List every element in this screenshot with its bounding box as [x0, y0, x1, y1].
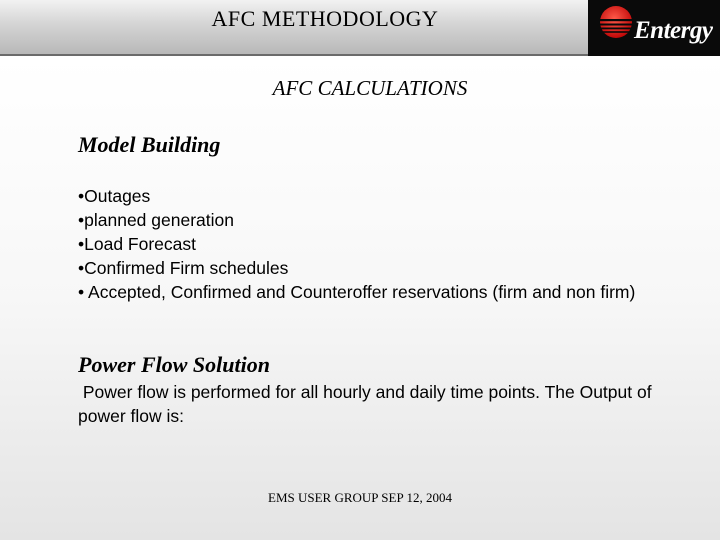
slide-title: AFC CALCULATIONS: [272, 76, 468, 100]
section-heading-power-flow: Power Flow Solution: [78, 352, 270, 377]
bullet-item: •Load Forecast: [78, 234, 196, 254]
header-bar: [0, 0, 720, 56]
header-title: AFC METHODOLOGY: [211, 6, 439, 31]
footer-text: EMS USER GROUP SEP 12, 2004: [268, 490, 452, 505]
logo-text: Entergy: [634, 17, 713, 44]
power-flow-paragraph: Power flow is performed for all hourly and daily time points. The Output of power flow is:: [78, 382, 657, 426]
bullet-item: •planned generation: [78, 210, 234, 230]
bullet-item: •Confirmed Firm schedules: [78, 258, 289, 278]
bullet-item: • Accepted, Confirmed and Counteroffer reservations (firm and non firm): [78, 282, 636, 302]
bullet-item: •Outages: [78, 186, 151, 206]
bullet-list: [78, 184, 655, 304]
section-heading-model-building: Model Building: [78, 132, 221, 157]
entergy-logo-icon: [598, 4, 634, 40]
logo: [588, 0, 720, 56]
